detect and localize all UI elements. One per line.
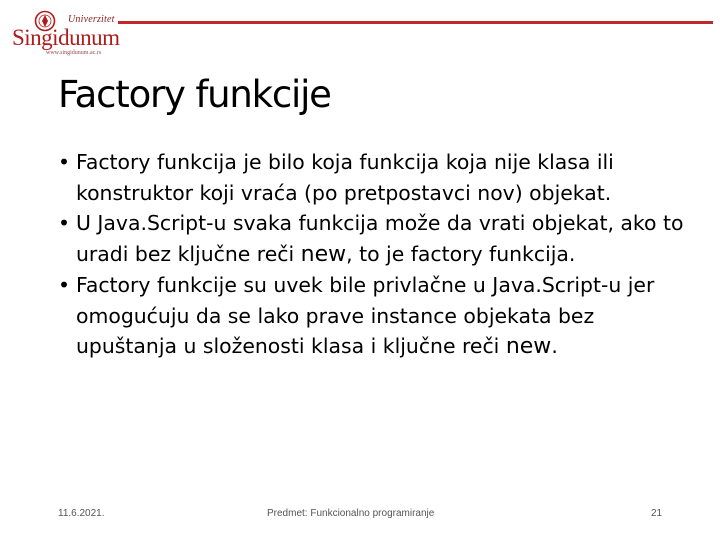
bullet-text-end: , to je factory funkcija. — [346, 241, 576, 266]
logo-url: www.singidunum.ac.rs — [46, 50, 102, 56]
bullet-item — [58, 208, 688, 270]
bullet-text: U Java.Script-u svaka funkcija može da vrati objekat, ako to uradi bez ključne reči — [76, 211, 684, 266]
footer-subject: Predmet: Funkcionalno programiranje — [267, 508, 435, 519]
bullet-item — [58, 147, 688, 208]
bullet-text: Factory funkcija je bilo koja funkcija koja nije klasa ili konstruktor koji vraća (po pretpostavci nov) objekat. — [76, 150, 614, 205]
keyword-new: new — [505, 334, 552, 359]
bullet-item — [58, 270, 688, 363]
bullet-text-end: . — [551, 334, 558, 358]
bullet-dot: • — [58, 150, 71, 174]
slide-title: Factory funkcije — [58, 73, 331, 116]
bullet-list — [58, 147, 688, 363]
bullet-dot: • — [58, 273, 71, 297]
university-logo — [10, 10, 120, 56]
bullet-dot: • — [58, 211, 71, 235]
logo-name: Singidunum — [12, 25, 120, 50]
header-divider — [118, 21, 713, 24]
keyword-new: new — [300, 241, 347, 267]
footer-date: 11.6.2021. — [58, 508, 105, 519]
footer-page-number: 21 — [651, 508, 663, 519]
bullet-text: Factory funkcije su uvek bile privlačne u Java.Script-u jer omogućuju da se lako prave instance objekata bez upuštanja u složenosti klasa i ključne reči — [76, 273, 655, 358]
logo-university-label: Univerzitet — [68, 14, 115, 25]
